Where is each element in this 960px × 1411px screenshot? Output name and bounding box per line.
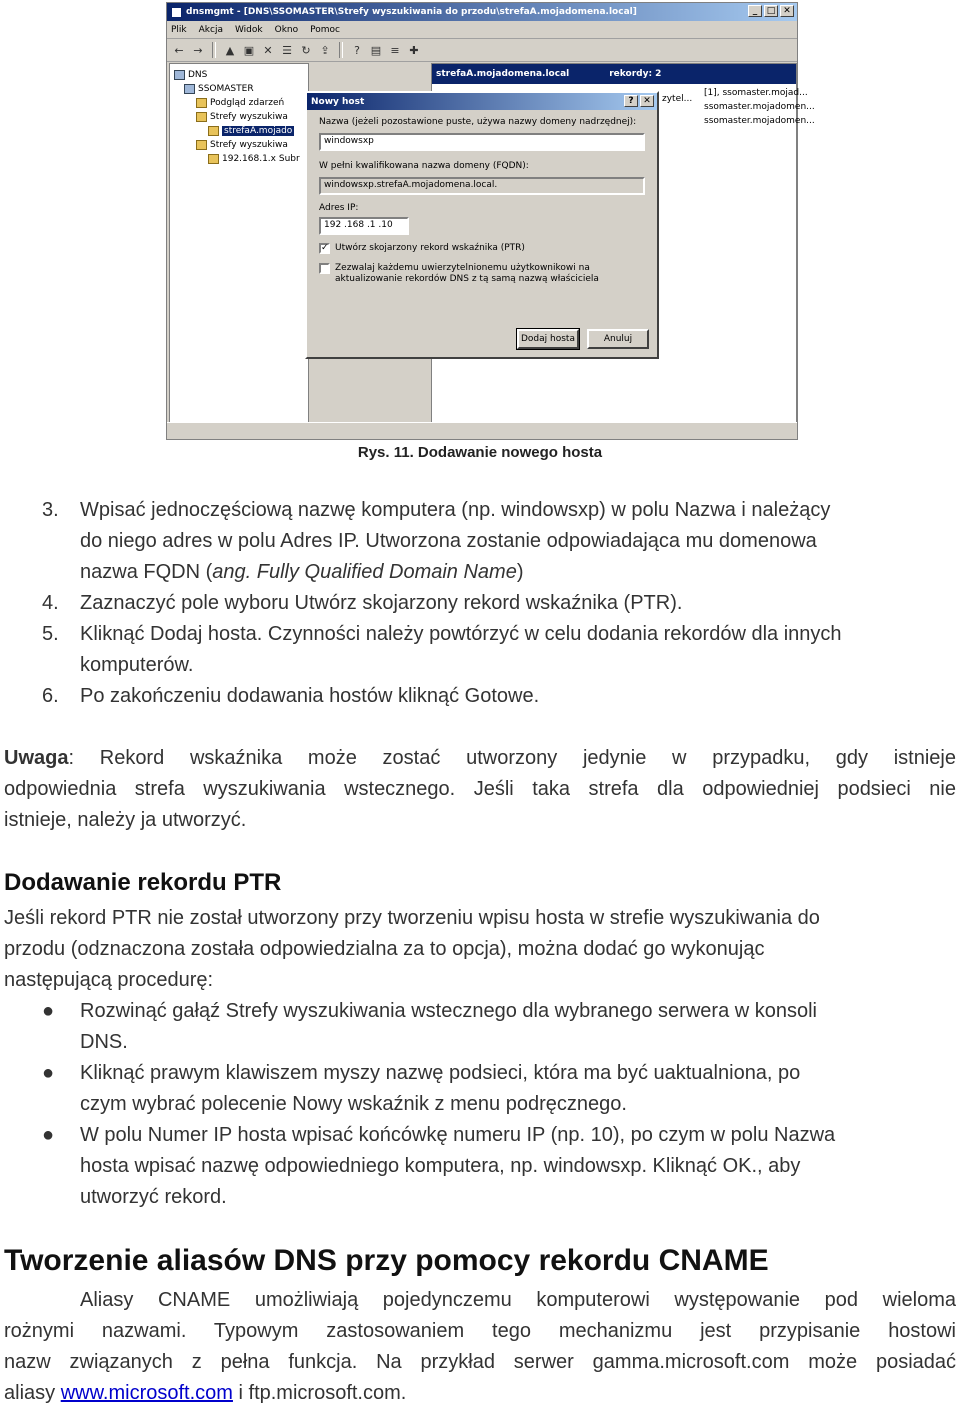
auth-checkbox[interactable] bbox=[319, 263, 330, 274]
bullet-text: Rozwinąć gałąź Strefy wyszukiwania wstecznego dla wybranego serwera w konsoli bbox=[80, 1000, 818, 1022]
menu-pomoc[interactable]: Pomoc bbox=[310, 24, 340, 35]
folder-icon bbox=[196, 112, 207, 122]
cname-text: aliasy bbox=[4, 1382, 61, 1404]
close-icon[interactable]: ✕ bbox=[640, 95, 654, 107]
tree-item[interactable] bbox=[196, 140, 288, 150]
step-text-part: nazwa FQDN ( bbox=[80, 561, 213, 583]
menubar bbox=[167, 21, 797, 39]
screenshot-dns-console bbox=[166, 2, 815, 440]
step-text: Zaznaczyć pole wyboru Utwórz skojarzony rekord wskaźnika (PTR). bbox=[80, 592, 683, 614]
server-icon[interactable]: ▤ bbox=[370, 43, 382, 57]
note-line-1 bbox=[4, 743, 956, 774]
name-label: Nazwa (jeżeli pozostawione puste, używa nazwy domeny nadrzędnej): bbox=[319, 117, 637, 127]
cname-heading: Tworzenie aliasów DNS przy pomocy rekordu CNAME bbox=[4, 1244, 769, 1277]
folder-icon bbox=[196, 140, 207, 150]
auth-label: Zezwalaj każdemu uwierzytelnionemu użytkownikowi na bbox=[335, 263, 590, 273]
tree-label: Podgląd zdarzeń bbox=[210, 98, 285, 108]
dialog-title: Nowy host bbox=[311, 96, 365, 107]
ptr-heading: Dodawanie rekordu PTR bbox=[4, 869, 282, 896]
zone-icon bbox=[208, 154, 219, 164]
step-number: 3. bbox=[42, 499, 59, 521]
bullet-text: W polu Numer IP hosta wpisać końcówkę numeru IP (np. 10), po czym w polu Nazwa bbox=[80, 1124, 836, 1146]
bullet-text: Kliknąć prawym klawiszem myszy nazwę podsieci, która ma być uaktualniona, po bbox=[80, 1062, 801, 1084]
step-text-part: ) bbox=[516, 561, 524, 583]
record-row[interactable] bbox=[704, 88, 808, 98]
fqdn-field: windowsxp.strefaA.mojadomena.local. bbox=[319, 177, 645, 195]
record-name: zytel... bbox=[662, 94, 693, 104]
tree-item[interactable] bbox=[208, 154, 300, 164]
step-number: 5. bbox=[42, 623, 59, 645]
tree-item-selected[interactable] bbox=[208, 126, 294, 136]
new-host-dialog bbox=[305, 91, 659, 359]
dialog-titlebar bbox=[307, 93, 657, 110]
menu-plik[interactable]: Plik bbox=[171, 24, 187, 35]
microsoft-link[interactable]: www.microsoft.com bbox=[60, 1382, 233, 1404]
bullet-text: czym wybrać polecenie Nowy wskaźnik z menu podręcznego. bbox=[80, 1093, 627, 1115]
step-text: Wpisać jednoczęściową nazwę komputera (np. windowsxp) w polu Nazwa i należący bbox=[80, 499, 831, 521]
list-icon[interactable]: ≡ bbox=[390, 43, 400, 57]
tree-label: Strefy wyszukiwa bbox=[210, 140, 288, 150]
record-value: [1], ssomaster.mojad... bbox=[704, 88, 808, 98]
step-text: do niego adres w polu Adres IP. Utworzona zostanie odpowiadająca mu domenowa bbox=[80, 530, 817, 552]
menu-akcja[interactable]: Akcja bbox=[198, 24, 223, 35]
step-number: 4. bbox=[42, 592, 59, 614]
maximize-icon[interactable]: □ bbox=[764, 5, 778, 17]
toolbar-separator bbox=[212, 42, 216, 58]
tree-label: 192.168.1.x Subr bbox=[222, 154, 300, 164]
toolbar bbox=[167, 39, 797, 62]
cname-line-3: nazw związanych z pełna funkcja. Na przykład serwer gamma.microsoft.com może posiadać bbox=[4, 1351, 956, 1373]
console-tree bbox=[169, 63, 309, 423]
step-text: Kliknąć Dodaj hosta. Czynności należy powtórzyć w celu dodania rekordów dla innych bbox=[80, 623, 842, 645]
record-row[interactable] bbox=[704, 102, 815, 112]
cname-line-4 bbox=[4, 1378, 956, 1409]
close-icon[interactable]: ✕ bbox=[780, 5, 794, 17]
help-icon[interactable]: ? bbox=[624, 95, 638, 107]
zone-icon bbox=[208, 126, 219, 136]
record-row[interactable] bbox=[704, 116, 815, 126]
record-row[interactable] bbox=[662, 94, 692, 104]
bullet-text: DNS. bbox=[80, 1031, 128, 1053]
tree-label: SSOMASTER bbox=[198, 84, 254, 94]
add-icon[interactable]: ✚ bbox=[409, 43, 419, 57]
ptr-intro-2: przodu (odznaczona została odpowiedzialna za to opcja), można dodać go wykonując bbox=[4, 938, 765, 960]
name-input[interactable]: windowsxp bbox=[319, 133, 645, 151]
ptr-intro-3: następującą procedurę: bbox=[4, 969, 214, 991]
help-icon[interactable]: ? bbox=[354, 43, 360, 57]
delete-icon[interactable]: ✕ bbox=[263, 43, 273, 57]
tree-item[interactable] bbox=[174, 70, 207, 80]
export-icon[interactable]: ⇪ bbox=[320, 43, 330, 57]
menu-widok[interactable]: Widok bbox=[234, 24, 263, 35]
cancel-button[interactable]: Anuluj bbox=[587, 329, 649, 349]
toolbar-separator bbox=[339, 42, 343, 58]
bullet-text: utworzyć rekord. bbox=[80, 1186, 227, 1208]
step-text: Po zakończeniu dodawania hostów kliknąć Gotowe. bbox=[80, 685, 540, 707]
window-titlebar bbox=[167, 3, 797, 21]
properties-icon[interactable]: ☰ bbox=[282, 43, 292, 57]
refresh-icon[interactable]: ↻ bbox=[301, 43, 311, 57]
menu-okno[interactable]: Okno bbox=[274, 24, 299, 35]
ptr-checkbox[interactable]: ✓ bbox=[321, 243, 329, 253]
tree-item[interactable] bbox=[196, 98, 284, 108]
add-host-button[interactable]: Dodaj hosta bbox=[517, 329, 579, 349]
tree-label: Strefy wyszukiwa bbox=[210, 112, 288, 122]
back-icon[interactable]: ← bbox=[174, 43, 184, 57]
tree-label: strefaA.mojado bbox=[224, 126, 293, 136]
cname-line-2: rożnymi nazwami. Typowym zastosowaniem tego mechanizmu jest przypisanie hostowi bbox=[4, 1320, 956, 1342]
fqdn-label: W pełni kwalifikowana nazwa domeny (FQDN): bbox=[319, 161, 529, 171]
note-label: Uwaga bbox=[4, 747, 69, 769]
step-text: komputerów. bbox=[80, 654, 194, 676]
step-text-italic: ang. Fully Qualified Domain Name bbox=[212, 561, 517, 583]
cname-line-1: Aliasy CNAME umożliwiają pojedynczemu komputerowi występowanie pod wieloma bbox=[80, 1289, 956, 1311]
forward-icon[interactable]: → bbox=[193, 43, 203, 57]
step-text bbox=[80, 557, 524, 588]
bullet-text: hosta wpisać nazwę odpowiedniego komputera, np. windowsxp. Kliknąć OK., aby bbox=[80, 1155, 801, 1177]
zone-name: strefaA.mojadomena.local bbox=[436, 69, 570, 79]
window-title: dnsmgmt - [DNS\SSOMASTER\Strefy wyszukiwania do przodu\strefaA.mojadomena.local] bbox=[186, 7, 637, 17]
status-bar bbox=[167, 422, 797, 439]
note-line-2: odpowiednia strefa wyszukiwania wstecznego. Jeśli taka strefa dla odpowiedniej podsieci nie bbox=[4, 778, 956, 800]
folder-icon[interactable]: ▣ bbox=[243, 43, 255, 57]
record-count: rekordy: 2 bbox=[609, 69, 662, 79]
minimize-icon[interactable]: _ bbox=[748, 5, 762, 17]
figure-caption: Rys. 11. Dodawanie nowego hosta bbox=[357, 444, 603, 461]
ptr-label: Utwórz skojarzony rekord wskaźnika (PTR) bbox=[335, 243, 525, 253]
folder-icon bbox=[196, 98, 207, 108]
details-header bbox=[432, 64, 796, 84]
up-icon[interactable]: ▲ bbox=[225, 43, 235, 57]
tree-item[interactable] bbox=[184, 84, 254, 94]
ip-label: Adres IP: bbox=[319, 203, 359, 213]
bullet-icon: ● bbox=[42, 1000, 55, 1022]
step-number: 6. bbox=[42, 685, 59, 707]
ip-input[interactable]: 192 .168 .1 .10 bbox=[319, 217, 409, 235]
note-line-3: istnieje, należy ja utworzyć. bbox=[4, 809, 247, 831]
ptr-intro-1: Jeśli rekord PTR nie został utworzony przy tworzeniu wpisu hosta w strefie wyszukiwania do bbox=[4, 907, 820, 929]
bullet-icon: ● bbox=[42, 1124, 55, 1146]
bullet-icon: ● bbox=[42, 1062, 55, 1084]
auth-label-2: aktualizowanie rekordów DNS z tą samą nazwą właściciela bbox=[335, 274, 599, 284]
record-value: ssomaster.mojadomen... bbox=[704, 102, 815, 112]
record-value: ssomaster.mojadomen... bbox=[704, 116, 815, 126]
server-icon bbox=[184, 84, 195, 94]
note-text: : Rekord wskaźnika może zostać utworzony jedynie w przypadku, gdy istnieje bbox=[68, 747, 956, 769]
mmc-icon bbox=[171, 7, 182, 18]
dns-icon bbox=[174, 70, 185, 80]
tree-label: DNS bbox=[188, 70, 208, 80]
cname-text: i ftp.microsoft.com. bbox=[232, 1382, 407, 1404]
tree-item[interactable] bbox=[196, 112, 288, 122]
